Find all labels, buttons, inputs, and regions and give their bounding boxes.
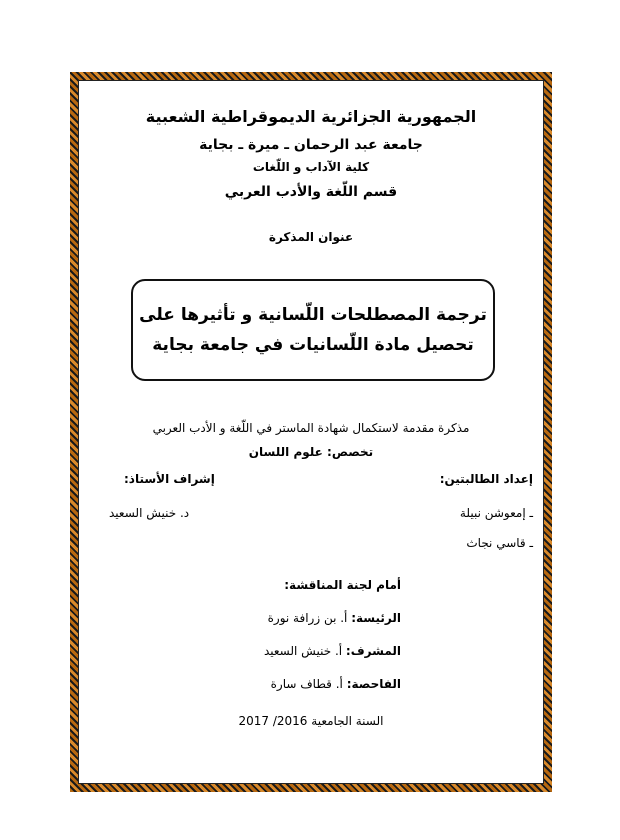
memo-title-line-1: ترجمة المصطلحات اللّسانية و تأثيرها على	[139, 305, 487, 325]
republic-heading: الجمهورية الجزائرية الديموقراطية الشعبية	[145, 107, 477, 126]
committee-role-examiner: الفاحصة:	[346, 677, 401, 691]
committee-role-supervisor: المشرف:	[345, 644, 401, 658]
committee-name-examiner: أ. قطاف سارة	[270, 677, 343, 691]
specialty: تخصص: علوم اللسان	[248, 445, 374, 459]
memo-title-label: عنوان المذكرة	[268, 230, 354, 244]
memo-title-box	[131, 279, 495, 381]
committee-member-3	[271, 677, 401, 691]
university-name: جامعة عبد الرحمان ـ ميرة ـ بجاية	[199, 137, 423, 153]
committee-member-2	[264, 644, 401, 658]
faculty-name: كلية الآداب و اللّغات	[252, 160, 370, 174]
committee-name-president: أ. بن زرافة نورة	[267, 611, 348, 625]
student-name-2: ـ قاسي نجاث	[466, 536, 533, 550]
student-name-1: ـ إمعوشن نبيلة	[459, 506, 533, 520]
committee-member-1	[268, 611, 401, 625]
memo-purpose: مذكرة مقدمة لاستكمال شهادة الماستر في اللّغة و الأدب العربي	[152, 421, 470, 435]
decorative-page-border	[70, 72, 552, 792]
academic-year: السنة الجامعية 2016/ 2017	[238, 714, 384, 728]
committee-label: أمام لجنة المناقشة:	[284, 578, 401, 592]
department-name: قسم اللّغة والأدب العربي	[224, 184, 398, 200]
supervisor-label: إشراف الأستاذ:	[124, 472, 215, 486]
supervisor-name: د. خنيش السعيد	[109, 506, 190, 520]
students-label: إعداد الطالبتين:	[439, 472, 533, 486]
memo-title-line-2: تحصيل مادة اللّسانيات في جامعة بجاية	[152, 335, 474, 355]
page-content	[79, 81, 543, 783]
committee-name-supervisor: أ. خنيش السعيد	[263, 644, 343, 658]
committee-role-president: الرئيسة:	[351, 611, 401, 625]
